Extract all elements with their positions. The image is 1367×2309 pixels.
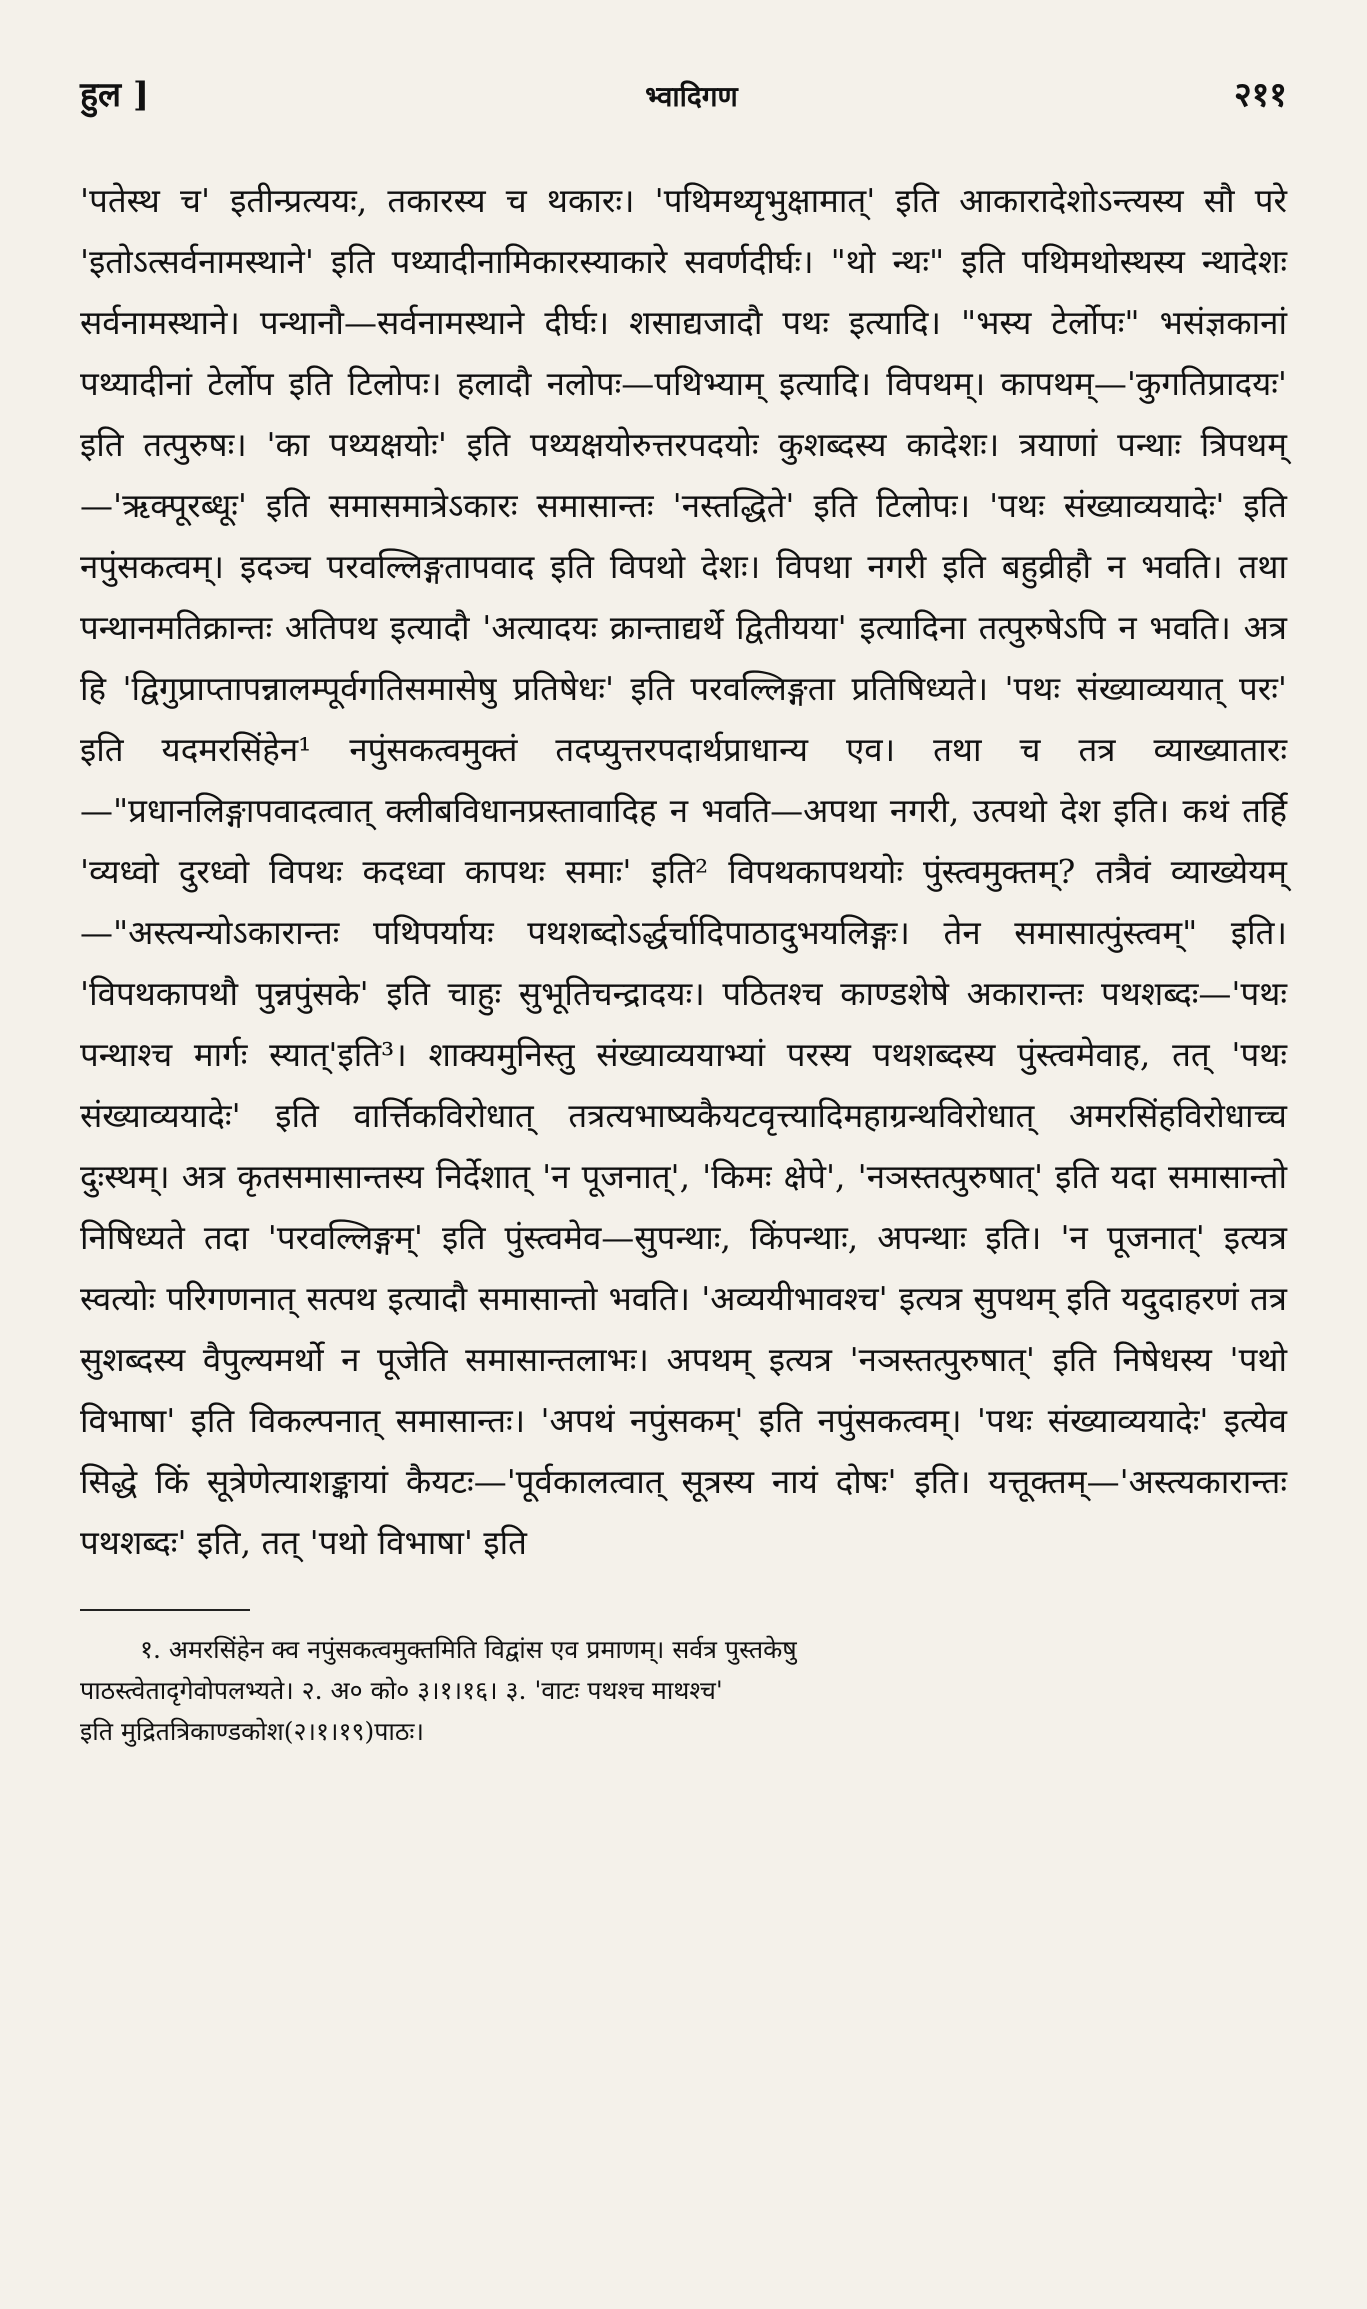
page-number: २११ <box>1233 75 1287 115</box>
footnote-line: १. अमरसिंहेन क्व नपुंसकत्वमुक्तमिति विद्वांस एव प्रमाणम्। सर्वत्र पुस्तकेषु <box>140 1635 797 1664</box>
footnote-divider <box>80 1609 250 1611</box>
footnote-line: पाठस्त्वेतादृगेवोपलभ्यते। २. अ० को० ३।१।१६। ३. 'वाटः पथश्च माथश्च' <box>80 1676 723 1705</box>
body-paragraph: 'पतेस्थ च' इतीन्प्रत्ययः, तकारस्य च थकारः। 'पथिमथ्यृभुक्षामात्' इति आकारादेशोऽन्त्यस्य सौ परे 'इतोऽत्सर्वनामस्थाने' इति पथ्यादीनामिकारस्याकारे सवर्णदीर्घः। "थो न्थः" इति पथिमथोस्थस्य न्थादेशः सर्वनामस्थाने। पन्थानौ—सर्वनामस्थाने दीर्घः। शसाद्यजादौ पथः इत्यादि। "भस्य टेर्लोपः" भसंज्ञकानां पथ्यादीनां टेर्लोप इति टिलोपः। हलादौ नलोपः—पथिभ्याम् इत्यादि। विपथम्। कापथम्—'कुगतिप्रादयः' इति तत्पुरुषः। 'का पथ्यक्षयोः' इति पथ्यक्षयोरुत्तरपदयोः कुशब्दस्य कादेशः। त्रयाणां पन्थाः त्रिपथम्—'ऋक्पूरब्धूः' इति समासमात्रेऽकारः समासान्तः 'नस्तद्धिते' इति टिलोपः। 'पथः संख्याव्ययादेः' इति नपुंसकत्वम्। इदञ्च परवल्लिङ्गतापवाद इति विपथो देशः। विपथा नगरी इति बहुव्रीहौ न भवति। तथा पन्थानमतिक्रान्तः अतिपथ इत्यादौ 'अत्यादयः क्रान्ताद्यर्थे द्वितीयया' इत्यादिना तत्पुरुषेऽपि न भवति। अत्र हि 'द्विगुप्राप्तापन्नालम्पूर्वगतिसमासेषु प्रतिषेधः' इति परवल्लिङ्गता प्रतिषिध्यते। 'पथः संख्याव्ययात् परः' इति यदमरसिंहेन¹ नपुंसकत्वमुक्तं तदप्युत्तरपदार्थप्राधान्य एव। तथा च तत्र व्याख्यातारः—"प्रधानलिङ्गापवादत्वात् क्लीबविधानप्रस्तावादिह न भवति—अपथा नगरी, उत्पथो देश इति। कथं तर्हि 'व्यध्वो दुरध्वो विपथः कदध्वा कापथः समाः' इति² विपथकापथयोः पुंस्त्वमुक्तम्? तत्रैवं व्याख्येयम्—"अस्त्यन्योऽकारान्तः पथिपर्यायः पथशब्दोऽर्द्धर्चादिपाठादुभयलिङ्गः। तेन समासात्पुंस्त्वम्" इति। 'विपथकापथौ पुन्नपुंसके' इति चाहुः सुभूतिचन्द्रादयः। पठितश्च काण्डशेषे अकारान्तः पथशब्दः—'पथः पन्थाश्च मार्गः स्यात्'इति³। शाक्यमुनिस्तु संख्याव्ययाभ्यां परस्य पथशब्दस्य पुंस्त्वमेवाह, तत् 'पथः संख्याव्ययादेः' इति वार्त्तिकविरोधात् तत्रत्यभाष्यकैयटवृत्त्यादिमहाग्रन्थविरोधात् अमरसिंहविरोधाच्च दुःस्थम्। अत्र कृतसमासान्तस्य निर्देशात् 'न पूजनात्', 'किमः क्षेपे', 'नञस्तत्पुरुषात्' इति यदा समासान्तो निषिध्यते तदा 'परवल्लिङ्गम्' इति पुंस्त्वमेव—सुपन्थाः, किंपन्थाः, अपन्थाः इति। 'न पूजनात्' इत्यत्र स्वत्योः परिगणनात् सत्पथ इत्यादौ समासान्तो भवति। 'अव्ययीभावश्च' इत्यत्र सुपथम् इति यदुदाहरणं तत्र सुशब्दस्य वैपुल्यमर्थो न पूजेति समासान्तलाभः। अपथम् इत्यत्र 'नञस्तत्पुरुषात्' इति निषेधस्य 'पथो विभाषा' इति विकल्पनात् समासान्तः। 'अपथं नपुंसकम्' इति नपुंसकत्वम्। 'पथः संख्याव्ययादेः' इत्येव सिद्धे किं सूत्रेणेत्याशङ्कायां कैयटः—'पूर्वकालत्वात् सूत्रस्य नायं दोषः' इति। यत्तूक्तम्—'अस्त्यकारान्तः पथशब्दः' इति, तत् 'पथो विभाषा' इति <box>80 181 1287 1562</box>
main-text <box>80 170 1287 1573</box>
footnote-line: इति मुद्रितत्रिकाण्डकोश(२।१।१९)पाठः। <box>80 1717 424 1746</box>
header-title: भ्वादिगण <box>645 80 738 113</box>
header-left: हुल ] <box>80 75 150 115</box>
footnotes <box>80 1629 1287 1752</box>
page-header <box>80 70 1287 130</box>
